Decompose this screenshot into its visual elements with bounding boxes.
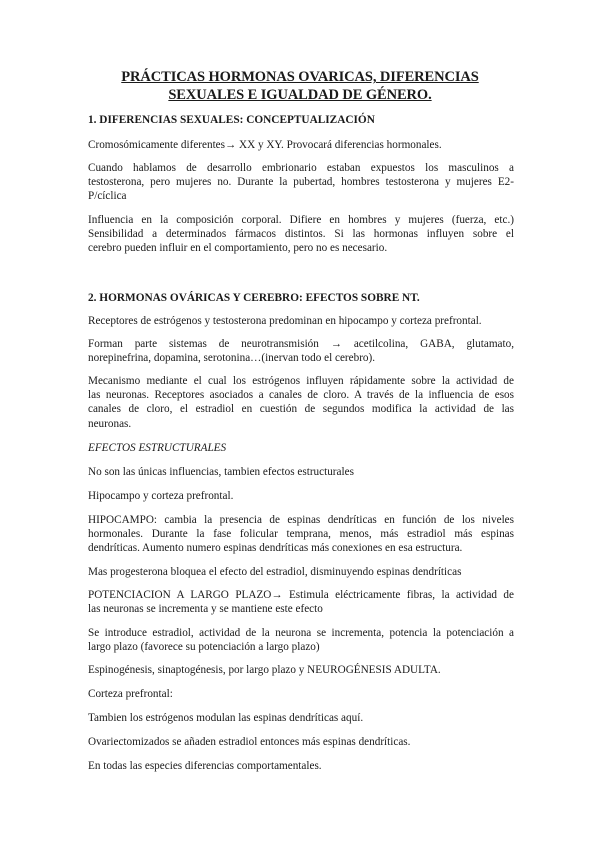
paragraph xyxy=(88,213,514,256)
paragraph xyxy=(88,465,514,479)
paragraph xyxy=(88,513,514,556)
text-line: Hipocampo y corteza prefrontal. xyxy=(88,490,234,502)
paragraph xyxy=(88,588,514,616)
paragraph xyxy=(88,374,514,431)
text-line: En todas las especies diferencias comportamentales. xyxy=(88,760,322,772)
title-line-1: PRÁCTICAS HORMONAS OVARICAS, DIFERENCIAS xyxy=(121,69,479,85)
text-line: norepinefrina, dopamina, serotonina…(inervan todo el cerebro). xyxy=(88,352,376,365)
text-line: dendríticas. Aumento numero espinas dendríticas más conexiones en esa estructura. xyxy=(88,542,463,555)
text-line: testosterona, pero mujeres no. Durante la pubertad, hombres testosterona y mujeres E2- xyxy=(88,176,514,189)
paragraph xyxy=(88,337,514,365)
paragraph xyxy=(88,687,514,701)
text-line: Tambien los estrógenos modulan las espinas dendríticas aquí. xyxy=(88,712,364,724)
paragraph xyxy=(88,565,514,579)
paragraph xyxy=(88,626,514,654)
text-line: canales de cloro, el estradiol en cuestión de segundos modifica la actividad de las xyxy=(88,403,514,416)
text-line: Mecanismo mediante el cual los estrógenos influyen rápidamente sobre la actividad de xyxy=(88,375,514,387)
text-line: EFECTOS ESTRUCTURALES xyxy=(88,442,227,454)
paragraph xyxy=(88,759,514,773)
text-line: Forman parte sistemas de neurotransmisión → acetilcolina, GABA, glutamato, xyxy=(88,338,514,350)
section-1-heading: 1. DIFERENCIAS SEXUALES: CONCEPTUALIZACIÓN xyxy=(88,114,375,126)
text-line: Cromosómicamente diferentes→ XX y XY. Provocará diferencias hormonales. xyxy=(88,139,442,151)
text-line: Espinogénesis, sinaptogénesis, por largo plazo y NEUROGÉNESIS ADULTA. xyxy=(88,664,441,676)
text-line: HIPOCAMPO: cambia la presencia de espinas dendríticas en función de los niveles xyxy=(88,514,514,526)
text-line: hormonales. Durante la fase folicular temprana, menos, más estradiol más espinas xyxy=(88,528,514,541)
paragraph xyxy=(88,663,514,677)
text-line: las neuronas se incrementa y se mantiene este efecto xyxy=(88,603,323,616)
text-line: Sensibilidad a determinados fármacos distintos. Si las hormonas influyen sobre el xyxy=(88,228,514,241)
section-2-heading: 2. HORMONAS OVÁRICAS Y CEREBRO: EFECTOS SOBRE NT. xyxy=(88,292,420,304)
text-line: No son las únicas influencias, tambien efectos estructurales xyxy=(88,466,354,478)
text-line: P/cíclica xyxy=(88,190,127,203)
text-line: Influencia en la composición corporal. Difiere en hombres y mujeres (fuerza, etc.) xyxy=(88,214,514,226)
text-line: neuronas. xyxy=(88,417,132,430)
paragraph xyxy=(88,314,514,328)
text-line: Receptores de estrógenos y testosterona predominan en hipocampo y corteza prefrontal. xyxy=(88,315,482,327)
title-line-2: SEXUALES E IGUALDAD DE GÉNERO. xyxy=(168,87,432,103)
text-line: largo plazo (favorece su potenciación a largo plazo) xyxy=(88,641,320,654)
text-line: Cuando hablamos de desarrollo embrionario estaban expuestos los masculinos a xyxy=(88,162,514,174)
text-line: Ovariectomizados se añaden estradiol entonces más espinas dendríticas. xyxy=(88,736,411,748)
text-line: cerebro pueden influir en el comportamiento, pero no es necesario. xyxy=(88,242,388,255)
text-line: Se introduce estradiol, actividad de la neurona se incrementa, potencia la potenciación a xyxy=(88,627,514,639)
paragraph xyxy=(88,735,514,749)
text-line: Mas progesterona bloquea el efecto del estradiol, disminuyendo espinas dendríticas xyxy=(88,566,462,578)
paragraph xyxy=(88,489,514,503)
paragraph xyxy=(88,138,514,152)
paragraph xyxy=(88,711,514,725)
text-line: Corteza prefrontal: xyxy=(88,688,173,700)
text-line: POTENCIACION A LARGO PLAZO→ Estimula eléctricamente fibras, la actividad de xyxy=(88,589,514,601)
document-title xyxy=(60,68,540,104)
subheading-estructurales xyxy=(88,441,514,455)
text-line: las neuronas. Receptores asociados a canales de cloro. A través de la influencia de esos xyxy=(88,389,514,402)
paragraph xyxy=(88,161,514,204)
